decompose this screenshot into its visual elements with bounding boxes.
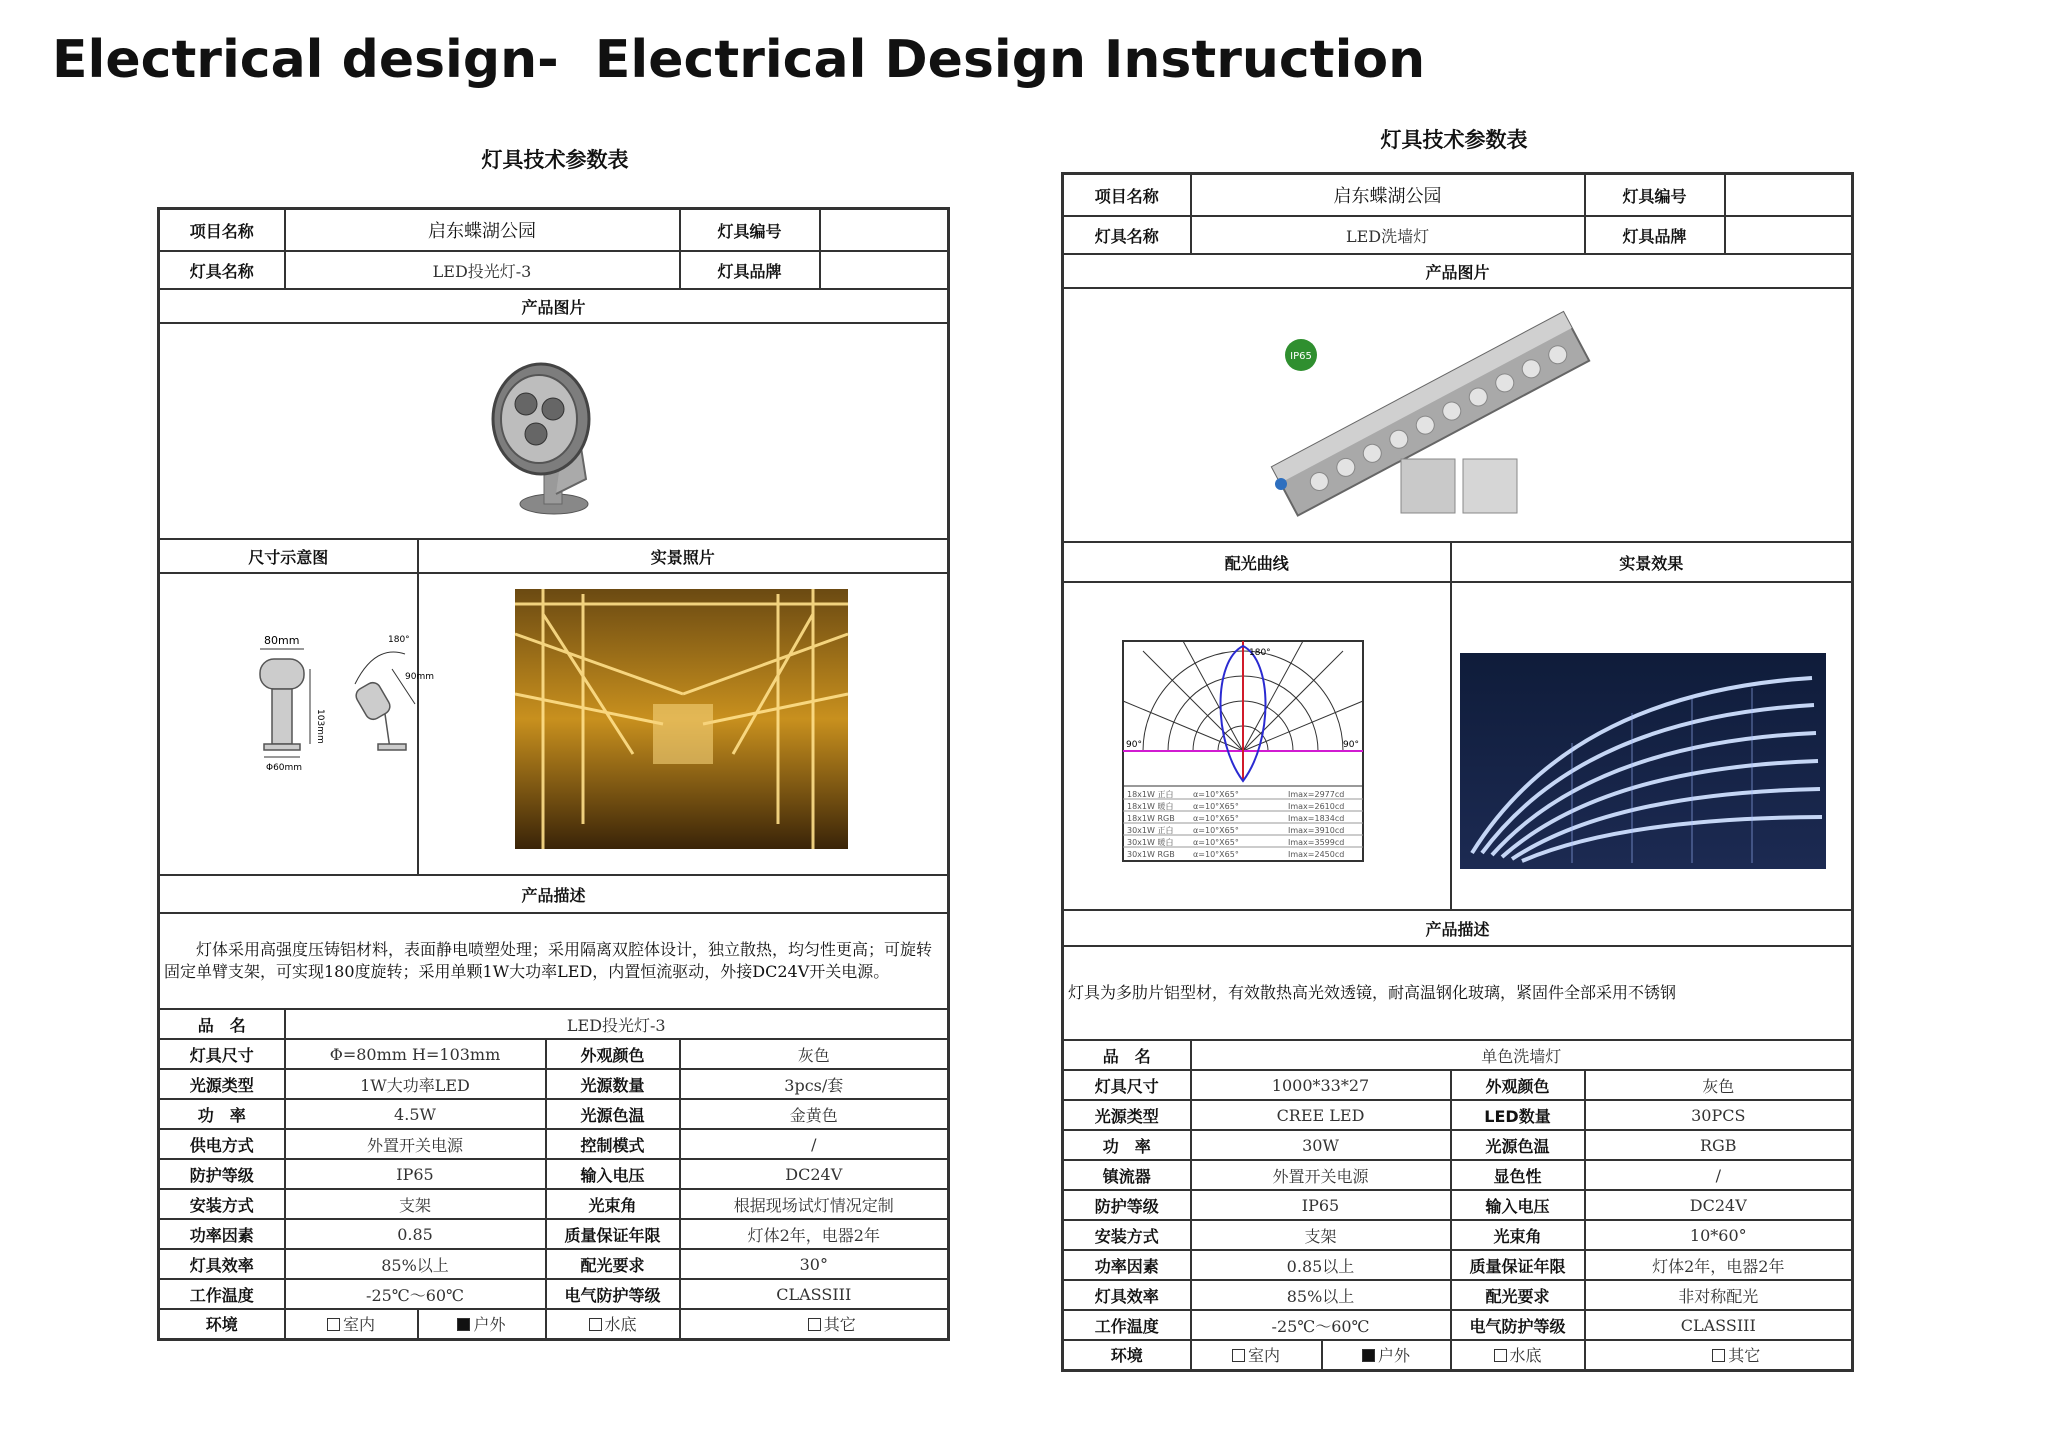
spec-value: DC24V: [680, 1159, 949, 1189]
fixture-name-label: 灯具名称: [1063, 216, 1191, 254]
spec-value: -25℃～60℃: [285, 1279, 546, 1309]
polar-right-label: 90°: [1342, 740, 1359, 750]
checkbox-icon[interactable]: [1494, 1349, 1507, 1362]
spec-label: 功 率: [1063, 1130, 1191, 1160]
checkbox-checked-icon[interactable]: [1362, 1349, 1375, 1362]
product-image-header: 产品图片: [159, 289, 949, 323]
polar-legend-text: Imax=3599cd: [1287, 838, 1345, 847]
spec-table: [1061, 172, 1854, 1372]
checkbox-icon[interactable]: [1712, 1349, 1725, 1362]
spec-label: 镇流器: [1063, 1160, 1191, 1190]
spec-label: 显色性: [1451, 1160, 1585, 1190]
spec-label: 工作温度: [159, 1279, 285, 1309]
spec-value: 85%以上: [285, 1249, 546, 1279]
spec-label: 功率因素: [159, 1219, 285, 1249]
spec-label: 防护等级: [159, 1159, 285, 1189]
polar-left-label: 90°: [1125, 740, 1142, 750]
polar-legend-text: 18x1W 正白: [1126, 790, 1174, 799]
spec-label: 配光要求: [546, 1249, 680, 1279]
spec-label: 外观颜色: [1451, 1070, 1585, 1100]
polar-curve-cell: [1063, 582, 1451, 910]
project-name-value: 启东蝶湖公园: [1191, 174, 1585, 217]
spec-value: 85%以上: [1191, 1280, 1451, 1310]
sheet-title: 灯具技术参数表: [481, 147, 629, 172]
spec-value: RGB: [1585, 1130, 1853, 1160]
description-text: 灯体采用高强度压铸铝材料，表面静电喷塑处理；采用隔离双腔体设计，独立散热，均匀性更高；可旋转固定单臂支架，可实现180度旋转；采用单颗1W大功率LED，内置恒流驱动，外接DC24V开关电源。: [159, 913, 949, 1009]
environment-label: 环境: [159, 1309, 285, 1339]
page-title: Electrical design- Electrical Design Instruction: [52, 30, 1426, 90]
polar-legend-text: α=10°X65°: [1192, 826, 1239, 835]
dimension-diagram-header: 尺寸示意图: [159, 539, 418, 573]
dim-width-label: 80mm: [264, 634, 300, 647]
fixture-name-value: LED投光灯-3: [285, 251, 680, 289]
spec-label: 光束角: [546, 1189, 680, 1219]
polar-legend-text: Imax=2977cd: [1287, 790, 1345, 799]
spec-value: 0.85: [285, 1219, 546, 1249]
spec-label: 电气防护等级: [546, 1279, 680, 1309]
fixture-code-label: 灯具编号: [1586, 175, 1725, 215]
dim-arm-label: 90mm: [405, 672, 434, 682]
spec-value: 30W: [1191, 1130, 1451, 1160]
spec-label: 光源类型: [1063, 1100, 1191, 1130]
polar-top-label: 180°: [1248, 648, 1271, 658]
spec-value: 30°: [680, 1249, 949, 1279]
spec-value: 1W大功率LED: [285, 1069, 546, 1099]
spec-label: 输入电压: [1451, 1190, 1585, 1220]
wall-washer-product-image: [1065, 289, 1851, 537]
polar-legend-text: Imax=2450cd: [1287, 850, 1345, 859]
spec-label: 灯具尺寸: [1063, 1070, 1191, 1100]
spec-value: 灯体2年，电器2年: [680, 1219, 949, 1249]
fixture-code-label: 灯具编号: [681, 210, 820, 250]
fixture-code-value: [1725, 175, 1852, 215]
spec-value: -25℃～60℃: [1191, 1310, 1451, 1340]
spec-value: 3pcs/套: [680, 1069, 949, 1099]
light-distribution-header: 配光曲线: [1063, 542, 1451, 582]
spec-value: 根据现场试灯情况定制: [680, 1189, 949, 1219]
building-night-photo: [1452, 583, 1852, 905]
env-option-outdoor[interactable]: 户外: [418, 1309, 546, 1339]
spec-label: 安装方式: [159, 1189, 285, 1219]
project-name-label: 项目名称: [1063, 174, 1191, 217]
polar-legend-text: α=10°X65°: [1192, 790, 1239, 799]
project-name-label: 项目名称: [159, 209, 285, 252]
env-option-other[interactable]: 其它: [680, 1309, 949, 1339]
spec-value: /: [680, 1129, 949, 1159]
spec-label: LED数量: [1451, 1100, 1585, 1130]
environment-label: 环境: [1063, 1340, 1191, 1370]
spec-value: 金黄色: [680, 1099, 949, 1129]
fixture-name-value: LED洗墙灯: [1191, 216, 1585, 254]
description-header: 产品描述: [1063, 910, 1853, 946]
polar-legend-text: α=10°X65°: [1192, 838, 1239, 847]
ip-badge-icon: IP65: [1289, 351, 1312, 362]
spec-value: 4.5W: [285, 1099, 546, 1129]
spec-value: CLASSIII: [680, 1279, 949, 1309]
polar-legend-text: 18x1W 暖白: [1126, 802, 1174, 811]
polar-legend-text: Imax=1834cd: [1287, 814, 1345, 823]
spec-value: DC24V: [1585, 1190, 1853, 1220]
spec-value: /: [1585, 1160, 1853, 1190]
dim-height-label: 103mm: [315, 709, 325, 744]
fixture-brand-label: 灯具品牌: [681, 252, 820, 288]
spec-label: 控制模式: [546, 1129, 680, 1159]
spec-value: 0.85以上: [1191, 1250, 1451, 1280]
spec-label: 光源色温: [546, 1099, 680, 1129]
dim-angle-label: 180°: [388, 635, 410, 645]
env-option-other[interactable]: 其它: [1585, 1340, 1853, 1370]
product-name-value: LED投光灯-3: [285, 1009, 949, 1039]
spec-value: 非对称配光: [1585, 1280, 1853, 1310]
spec-value: 10*60°: [1585, 1220, 1853, 1250]
polar-legend-text: 30x1W 暖白: [1126, 838, 1174, 847]
product-name-label: 品 名: [1063, 1040, 1191, 1070]
spec-label: 功率因素: [1063, 1250, 1191, 1280]
spec-value: 灰色: [680, 1039, 949, 1069]
spec-value: IP65: [285, 1159, 546, 1189]
polar-legend-text: Imax=2610cd: [1287, 802, 1345, 811]
spec-value: 支架: [285, 1189, 546, 1219]
dim-base-label: Φ60mm: [266, 763, 303, 773]
spec-label: 光源色温: [1451, 1130, 1585, 1160]
spec-value: CLASSIII: [1585, 1310, 1853, 1340]
spec-label: 安装方式: [1063, 1220, 1191, 1250]
spec-label: 外观颜色: [546, 1039, 680, 1069]
polar-legend-text: 30x1W 正白: [1126, 826, 1174, 835]
polar-legend-text: Imax=3910cd: [1287, 826, 1345, 835]
spec-value: CREE LED: [1191, 1100, 1451, 1130]
spec-label: 光源类型: [159, 1069, 285, 1099]
spec-label: 供电方式: [159, 1129, 285, 1159]
description-header: 产品描述: [159, 875, 949, 913]
polar-legend-text: α=10°X65°: [1192, 850, 1239, 859]
spec-label: 电气防护等级: [1451, 1310, 1585, 1340]
spec-label: 输入电压: [546, 1159, 680, 1189]
product-name-label: 品 名: [159, 1009, 285, 1039]
spec-label: 光源数量: [546, 1069, 680, 1099]
polar-legend-text: α=10°X65°: [1192, 802, 1239, 811]
sheet-title: 灯具技术参数表: [1380, 127, 1528, 152]
product-image-header: 产品图片: [1063, 254, 1853, 288]
spec-value: Φ=80mm H=103mm: [285, 1039, 546, 1069]
spec-label: 配光要求: [1451, 1280, 1585, 1310]
polar-legend-text: α=10°X65°: [1192, 814, 1239, 823]
env-option-indoor[interactable]: 室内: [1191, 1340, 1322, 1370]
polar-legend-text: 30x1W RGB: [1126, 850, 1175, 859]
checkbox-icon[interactable]: [1232, 1349, 1245, 1362]
fixture-brand-value: [1725, 217, 1852, 253]
spec-value: 灰色: [1585, 1070, 1853, 1100]
spec-label: 功 率: [159, 1099, 285, 1129]
polar-distribution-chart: [1065, 583, 1449, 905]
effect-photo-cell: [1451, 582, 1853, 910]
spec-value: 支架: [1191, 1220, 1451, 1250]
env-option-outdoor[interactable]: 户外: [1322, 1340, 1451, 1370]
env-option-indoor[interactable]: 室内: [285, 1309, 418, 1339]
spec-value: 外置开关电源: [285, 1129, 546, 1159]
fixture-name-label: 灯具名称: [159, 251, 285, 289]
effect-header: 实景效果: [1451, 542, 1853, 582]
spec-label: 灯具效率: [1063, 1280, 1191, 1310]
project-name-value: 启东蝶湖公园: [285, 209, 680, 252]
description-text: 灯具为多肋片铝型材，有效散热高光效透镜，耐高温钢化玻璃，紧固件全部采用不锈钢: [1063, 946, 1853, 1040]
photo-header: 实景照片: [418, 539, 949, 573]
spec-label: 光束角: [1451, 1220, 1585, 1250]
spec-value: 灯体2年，电器2年: [1585, 1250, 1853, 1280]
spec-label: 质量保证年限: [546, 1219, 680, 1249]
spec-value: 外置开关电源: [1191, 1160, 1451, 1190]
spec-label: 防护等级: [1063, 1190, 1191, 1220]
product-image-cell: [1063, 288, 1853, 542]
spec-value: 1000*33*27: [1191, 1070, 1451, 1100]
polar-legend-text: 18x1W RGB: [1126, 814, 1175, 823]
spec-value: 30PCS: [1585, 1100, 1853, 1130]
spec-label: 灯具尺寸: [159, 1039, 285, 1069]
env-option-underwater[interactable]: 水底: [1451, 1340, 1585, 1370]
fixture-brand-label: 灯具品牌: [1586, 217, 1725, 253]
spec-label: 灯具效率: [159, 1249, 285, 1279]
env-option-underwater[interactable]: 水底: [546, 1309, 680, 1339]
spec-value: IP65: [1191, 1190, 1451, 1220]
spec-label: 质量保证年限: [1451, 1250, 1585, 1280]
spec-label: 工作温度: [1063, 1310, 1191, 1340]
product-name-value: 单色洗墙灯: [1191, 1040, 1853, 1070]
